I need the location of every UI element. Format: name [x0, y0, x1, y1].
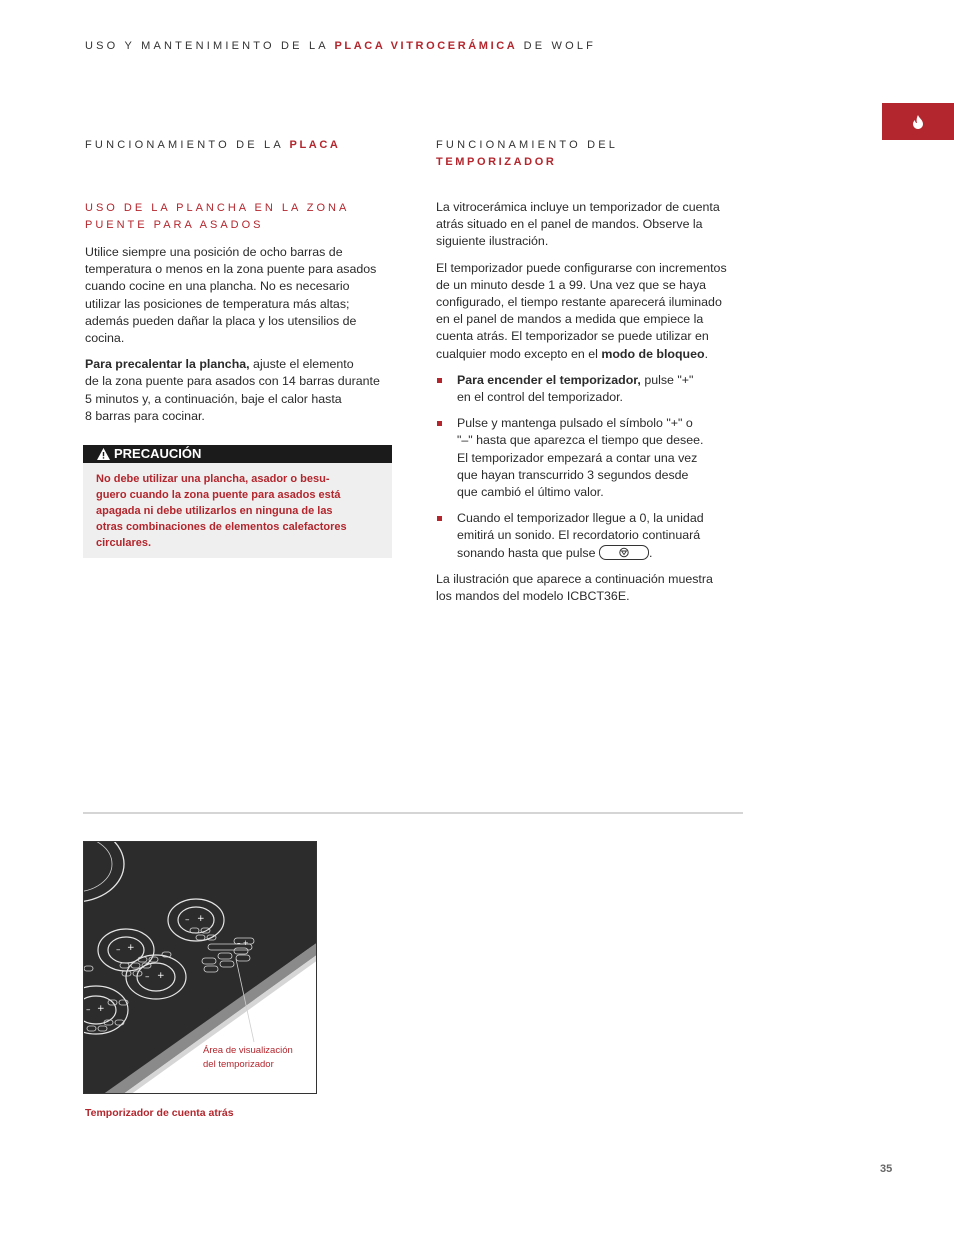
text-line: "–" hasta que aparezca el tiempo que desee.: [457, 433, 704, 448]
section-heading-placa: [85, 137, 340, 154]
caution-box: [83, 445, 392, 558]
callout-line: Área de visualización: [203, 1045, 293, 1056]
section-heading-temporizador: [436, 137, 618, 171]
text-line: cualquier modo excepto en el: [436, 346, 602, 361]
text-line: en el control del temporizador.: [457, 390, 623, 405]
paragraph-model: [436, 571, 766, 605]
text-line: 8 barras para cocinar.: [85, 408, 205, 423]
text-line: emitirá un sonido. El recordatorio continuará: [457, 528, 701, 543]
text-line: siguiente ilustración.: [436, 234, 549, 249]
text-line: de la zona puente para asados con 14 barras durante: [85, 374, 380, 389]
text-line: cuando cocine en una plancha. No es necesario: [85, 279, 350, 294]
text-line: configurado, el tiempo restante aparecerá iluminado: [436, 295, 722, 310]
list-item: [436, 372, 766, 406]
subheading-plancha: [85, 200, 349, 234]
caution-line: otras combinaciones de elementos calefactores: [96, 521, 347, 533]
bullet-square: [437, 421, 442, 426]
svg-text:+: +: [157, 971, 165, 981]
punctuation: .: [704, 346, 709, 361]
text-line: además pueden dañar la placa y los utensilios de: [85, 313, 357, 328]
text-line: que hayan transcurrido 3 segundos desde: [457, 467, 689, 482]
svg-text:–: –: [116, 945, 121, 955]
timer-steps: [436, 372, 766, 562]
svg-text:–: –: [145, 972, 150, 982]
text-line: Pulse y mantenga pulsado el símbolo "+" o: [457, 416, 693, 431]
subheading-line: USO DE LA PLANCHA EN LA ZONA: [85, 202, 350, 214]
bold-lead: Para precalentar la plancha,: [85, 357, 250, 372]
callout-line: del temporizador: [203, 1059, 274, 1070]
text-line: que cambió el último valor.: [457, 485, 604, 500]
text-line: temperatura o menos en la zona puente para asados: [85, 262, 377, 277]
text-line: cuenta atrás. El temporizador se puede utilizar en: [436, 329, 709, 344]
header-prefix: USO Y MANTENIMIENTO DE LA: [85, 40, 329, 52]
svg-text:–: –: [86, 1005, 91, 1015]
text-line: La ilustración que aparece a continuación muestra: [436, 571, 713, 586]
text-line: Cuando el temporizador llegue a 0, la unidad: [457, 511, 704, 526]
header-suffix: DE WOLF: [523, 40, 597, 52]
text-line: ajuste el elemento: [249, 357, 354, 372]
caution-line: circulares.: [96, 537, 152, 549]
text-line: cocina.: [85, 331, 125, 346]
section-tab: [882, 103, 954, 140]
punctuation: .: [648, 545, 653, 560]
heading-prefix: FUNCIONAMIENTO DE LA: [85, 139, 284, 151]
text-line: 5 minutos y, a continuación, baje el calor hasta: [85, 391, 342, 406]
caution-line: apagada ni debe utilizarlos en ninguna de las: [96, 505, 333, 517]
caution-title: PRECAUCIÓN: [114, 446, 202, 461]
heading-highlight: TEMPORIZADOR: [436, 156, 557, 168]
running-header: [85, 40, 596, 52]
header-highlight: PLACA VITROCERÁMICA: [334, 40, 518, 52]
text-line: El temporizador empezará a contar una vez: [457, 450, 698, 465]
paragraph-config: [436, 260, 766, 363]
caution-title-bar: [83, 445, 392, 463]
list-item: [436, 415, 766, 501]
text-line: en el panel de mandos a medida que empiece la: [436, 312, 704, 327]
text-line: sonando hasta que pulse: [457, 545, 596, 560]
svg-text:+: +: [127, 943, 135, 953]
text-line: pulse "+": [640, 372, 694, 387]
heading-highlight: PLACA: [289, 139, 341, 151]
svg-text:– +: – +: [237, 939, 249, 947]
caution-line: No debe utilizar una plancha, asador o besu-: [96, 473, 330, 485]
timer-display-callout: [203, 1044, 293, 1072]
text-line: de un minuto desde 1 a 99. Una vez que se haya: [436, 277, 707, 292]
heading-line: FUNCIONAMIENTO DEL: [436, 139, 619, 151]
text-line: los mandos del modelo ICBCT36E.: [436, 589, 630, 604]
warning-icon: [97, 448, 110, 460]
text-line: utilizar las posiciones de temperatura más altas;: [85, 296, 350, 311]
svg-text:+: +: [97, 1004, 105, 1014]
text-line: El temporizador puede configurarse con incrementos: [436, 260, 727, 275]
section-divider: [83, 812, 743, 814]
flame-icon: [912, 115, 924, 129]
page-number: 35: [880, 1163, 893, 1175]
list-item: [436, 510, 766, 562]
bullet-square: [437, 378, 442, 383]
text-line: La vitrocerámica incluye un temporizador de cuenta: [436, 200, 720, 214]
caution-text: [96, 471, 386, 551]
text-line: atrás situado en el panel de mandos. Observe la: [436, 217, 703, 232]
text-line: Utilice siempre una posición de ocho barras de: [85, 245, 343, 259]
svg-text:+: +: [197, 914, 205, 924]
bullet-square: [437, 516, 442, 521]
timer-off-key-icon: [599, 545, 649, 560]
cooktop-illustration: [83, 841, 317, 1094]
subheading-line: PUENTE PARA ASADOS: [85, 219, 264, 231]
svg-text:–: –: [185, 915, 190, 925]
caution-line: guero cuando la zona puente para asados está: [96, 489, 341, 501]
right-body: [436, 199, 766, 614]
bold-term: modo de bloqueo: [601, 346, 705, 361]
bold-lead: Para encender el temporizador,: [457, 372, 641, 387]
paragraph-precalentar: [85, 356, 415, 425]
left-body: [85, 244, 415, 434]
paragraph-intro: [436, 199, 766, 251]
paragraph-plancha: [85, 244, 415, 347]
figure-caption: Temporizador de cuenta atrás: [85, 1107, 234, 1119]
